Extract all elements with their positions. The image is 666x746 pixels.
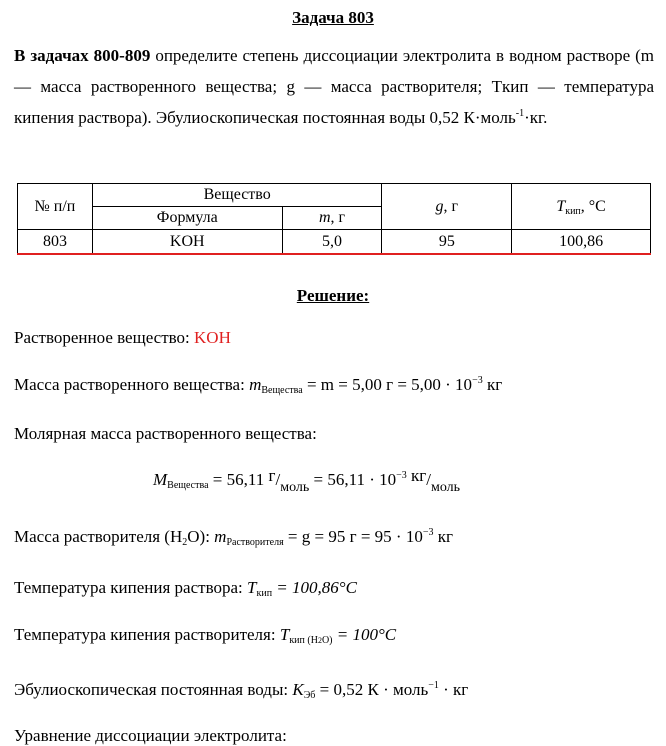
- tsolv-line: Температура кипения растворителя: $T_{кип (H2O)} = 100^\circ C$: [14, 625, 397, 646]
- solute-value: KOH: [194, 328, 231, 347]
- header-substance: Вещество: [92, 184, 382, 207]
- condition-table: [17, 183, 651, 255]
- eq-label: Уравнение диссоциации электролита:: [14, 726, 287, 745]
- problem-tail: ·кг.: [524, 108, 548, 127]
- molar-label: Молярная масса растворенного вещества:: [14, 424, 317, 443]
- cell-t: 100,86: [512, 230, 651, 255]
- molar-formula: $M_{Вещества} = 56,11$ $г/_{моль} = 56,11 \cdot 10^{-3}$ $кг/_{моль}$: [153, 466, 461, 495]
- cell-no: 803: [18, 230, 93, 255]
- tb-line: Температура кипения раствора: $T_{кип} = 100,86^\circ C$: [14, 578, 357, 599]
- header-m: m, г: [282, 207, 382, 230]
- ke-line: Эбулиоскопическая постоянная воды: $K_{Эб} = 0,52$ К · моль$^{-1}$ · кг: [14, 680, 469, 701]
- header-g: g, г: [382, 184, 512, 230]
- problem-statement: [14, 40, 654, 133]
- solvent-line: Масса растворителя $(H_2O)$: $m_{Растворителя} = g = 95$ $г = 95 \cdot 10^{-3}$ кг: [14, 527, 453, 548]
- cell-m: 5,0: [282, 230, 382, 255]
- solute-line: Растворенное вещество: KOH: [14, 328, 231, 347]
- problem-title: Задача 803: [292, 8, 374, 27]
- cell-formula: KOH: [92, 230, 282, 255]
- problem-range: В задачах 800-809: [14, 46, 151, 65]
- mass-line: Масса растворенного вещества: $m_{Вещества} = m = 5,00$ $г = 5,00 \cdot 10^{-3}$ кг: [14, 375, 503, 396]
- problem-text: определите степень диссоциации электролита в водном растворе (m — масса растворенного вещества; g — масса растворителя; Tкип — температура кипения раствора). Эбулиоскопическая постоянная воды 0,52 К·моль: [14, 46, 655, 127]
- problem-exp: -1: [515, 108, 525, 119]
- header-formula: Формула: [92, 207, 282, 230]
- cell-g: 95: [382, 230, 512, 255]
- header-no: № п/п: [18, 184, 93, 230]
- header-t: $T_{кип}$, °С: [512, 184, 651, 230]
- solution-title: Решение:: [296, 286, 370, 305]
